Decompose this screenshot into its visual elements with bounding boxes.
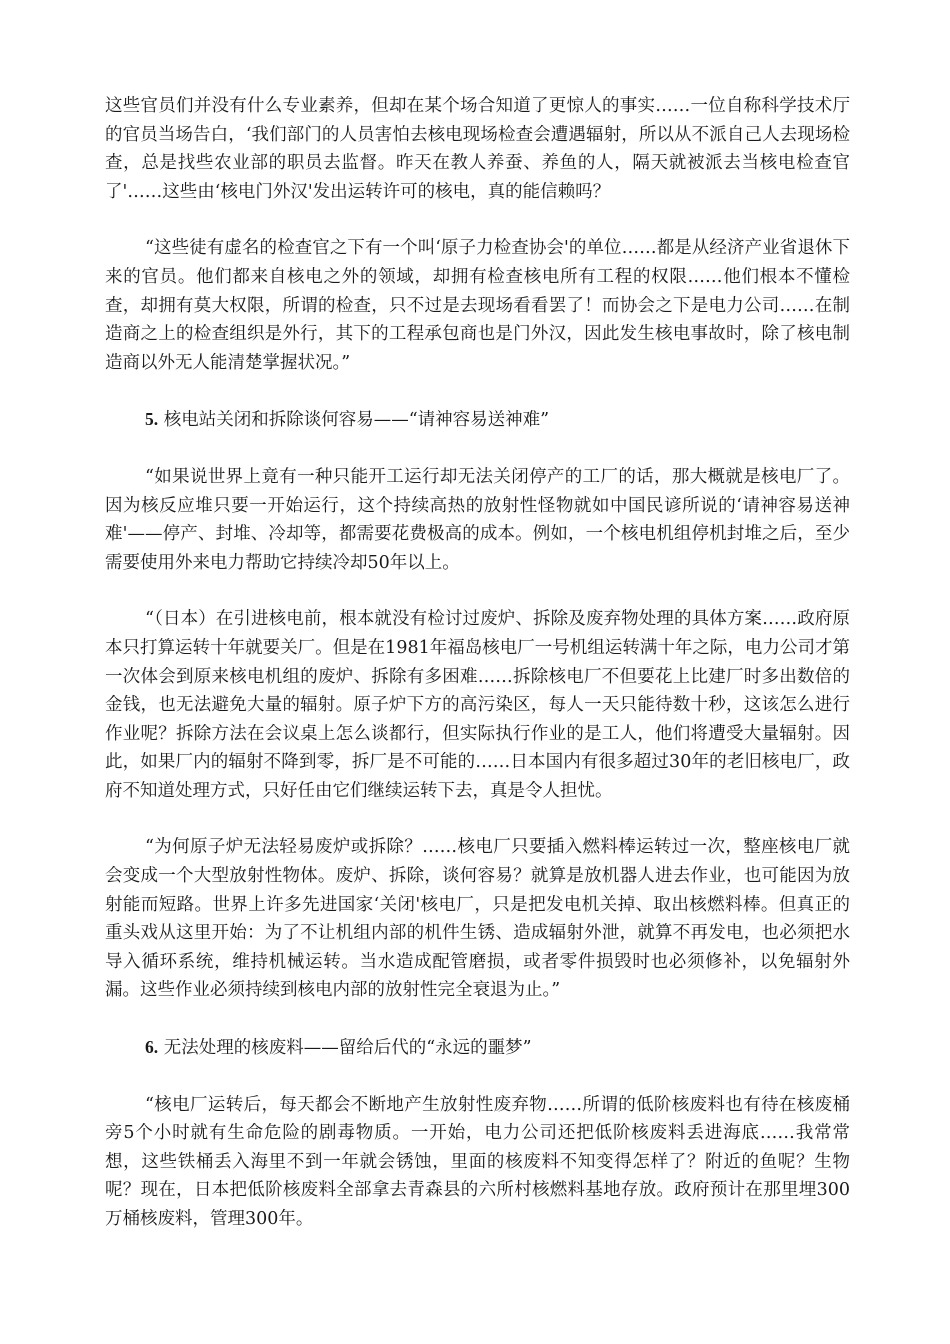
document-body xyxy=(105,92,850,1262)
paragraph-decommission-japan: “（日本）在引进核电前，根本就没有检讨过废炉、拆除及废弃物处理的具体方案……政府原本只打算运转十年就要关厂。但是在1981年福岛核电厂一号机组运转满十年之际，电力公司才第一次体会到原来核电机组的废炉、拆除有多困难……拆除核电厂不但要花上比建厂时多出数倍的金钱，也无法避免大量的辐射。原子炉下方的高污染区，每人一天只能待数十秒，这该怎么进行作业呢？拆除方法在会议桌上怎么谈都行，但实际执行作业的是工人，他们将遭受大量辐射。因此，如果厂内的辐射不降到零，拆厂是不可能的……日本国内有很多超过30年的老旧核电厂，政府不知道处理方式，只好任由它们继续运转下去，真是令人担忧。 xyxy=(105,609,850,801)
paragraph-inspection-association: “这些徒有虚名的检查官之下有一个叫‘原子力检查协会'的单位……都是从经济产业省退休下来的官员。他们都来自核电之外的领域，却拥有检查核电所有工程的权限……他们根本不懂检查，却拥有莫大权限，所谓的检查，只不过是去现场看看罢了！而协会之下是电力公司……在制造商之上的检查组织是外行，其下的工程承包商也是门外汉，因此发生核电事故时，除了核电制造商以外无人能清楚掌握状况。” xyxy=(105,238,850,373)
section-number: 6. xyxy=(145,1037,159,1058)
section-heading-5 xyxy=(105,405,850,435)
paragraph-reactor-dismantle: “为何原子炉无法轻易废炉或拆除？……核电厂只要插入燃料棒运转过一次，整座核电厂就会变成一个大型放射性物体。废炉、拆除，谈何容易？就算是放机器人进去作业，也可能因为放射能而短路。世界上许多先进国家‘关闭'核电厂，只是把发电机关掉、取出核燃料棒。但真正的重头戏从这里开始：为了不让机组内部的机件生锈、造成辐射外泄，就算不再发电，也必须把水导入循环系统，维持机械运转。当水造成配管磨损，或者零件损毁时也必须修补，以免辐射外漏。这些作业必须持续到核电内部的放射性完全衰退为止。” xyxy=(105,837,850,1001)
paragraph-officials: 这些官员们并没有什么专业素养，但却在某个场合知道了更惊人的事实……一位自称科学技术厅的官员当场告白，‘我们部门的人员害怕去核电现场检查会遭遇辐射，所以从不派自己人去现场检查，总是找些农业部的职员去监督。昨天在教人养蚕、养鱼的人，隔天就被派去当核电检查官了'……这些由‘核电门外汉'发出运转许可的核电，真的能信赖吗？ xyxy=(105,96,850,202)
paragraph-nuclear-waste: “核电厂运转后，每天都会不断地产生放射性废弃物……所谓的低阶核废料也有待在核废桶旁5个小时就有生命危险的剧毒物质。一开始，电力公司还把低阶核废料丢进海底……我常常想，这些铁桶丢入海里不到一年就会锈蚀，里面的核废料不知变得怎样了？附近的鱼呢？生物呢？现在，日本把低阶核废料全部拿去青森县的六所村核燃料基地存放。政府预计在那里埋300万桶核废料，管理300年。 xyxy=(105,1094,850,1229)
section-heading-6 xyxy=(105,1033,850,1063)
section-title: 无法处理的核废料——留给后代的“永远的噩梦” xyxy=(163,1038,532,1059)
section-number: 5. xyxy=(145,409,159,430)
paragraph-shutdown-cost: “如果说世界上竟有一种只能开工运行却无法关闭停产的工厂的话，那大概就是核电厂了。因为核反应堆只要一开始运行，这个持续高热的放射性怪物就如中国民谚所说的‘请神容易送神难'——停产、封堆、冷却等，都需要花费极高的成本。例如，一个核电机组停机封堆之后，至少需要使用外来电力帮助它持续冷却50年以上。 xyxy=(105,466,850,573)
section-title: 核电站关闭和拆除谈何容易——“请神容易送神难” xyxy=(163,410,550,431)
